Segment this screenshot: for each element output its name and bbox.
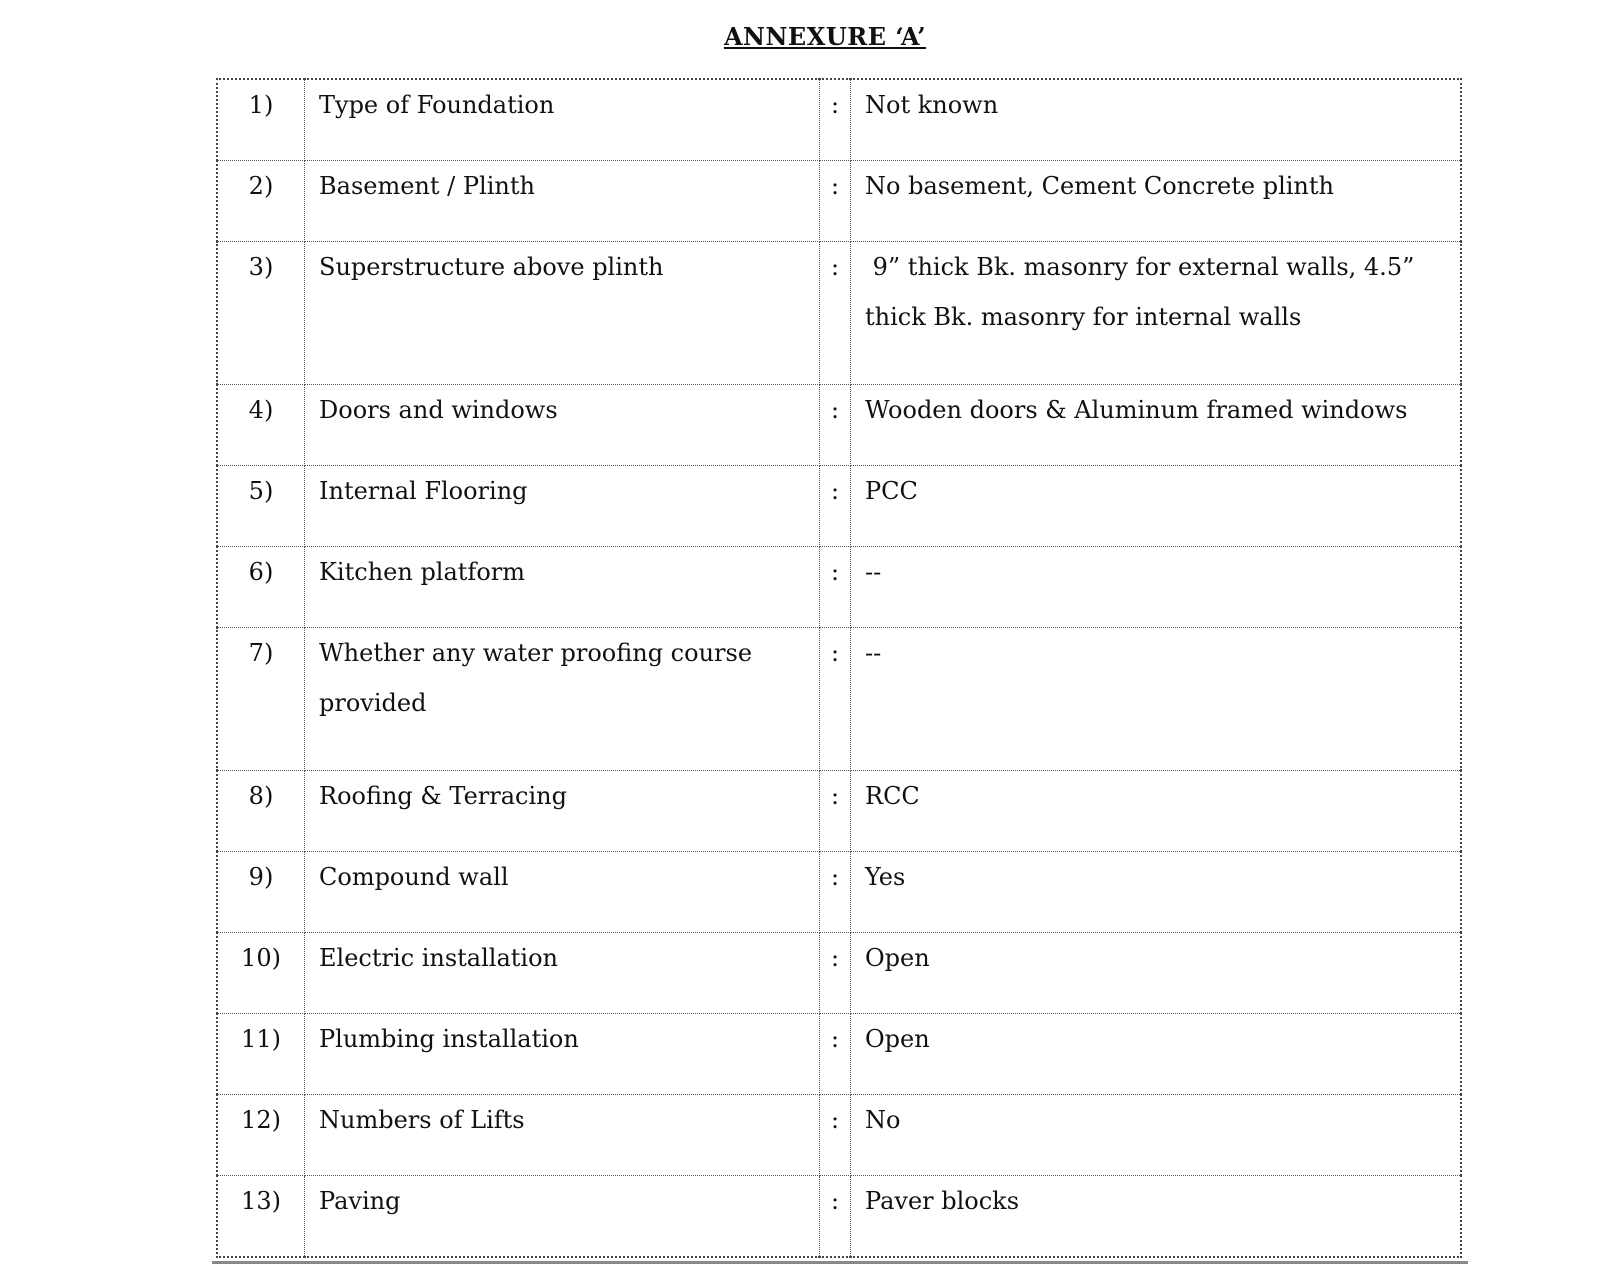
- row-number: 10): [217, 933, 305, 1014]
- row-label: Basement / Plinth: [305, 161, 820, 242]
- row-value: Open: [851, 933, 1462, 1014]
- page-bottom-divider: [212, 1261, 1468, 1264]
- row-value: Not known: [851, 79, 1462, 161]
- row-number: 7): [217, 628, 305, 771]
- row-number: 12): [217, 1095, 305, 1176]
- table-row: [217, 1176, 1461, 1258]
- row-colon: :: [820, 1176, 851, 1258]
- row-label: Doors and windows: [305, 385, 820, 466]
- table-row: [217, 1014, 1461, 1095]
- row-label: Roofing & Terracing: [305, 771, 820, 852]
- table-row: [217, 79, 1461, 161]
- row-value: No basement, Cement Concrete plinth: [851, 161, 1462, 242]
- annexure-title: ANNEXURE ‘A’: [723, 22, 927, 51]
- row-number: 6): [217, 547, 305, 628]
- row-value: Yes: [851, 852, 1462, 933]
- row-number: 13): [217, 1176, 305, 1258]
- table-row: [217, 547, 1461, 628]
- table-row: [217, 466, 1461, 547]
- row-label: Kitchen platform: [305, 547, 820, 628]
- row-value: No: [851, 1095, 1462, 1176]
- row-value: Wooden doors & Aluminum framed windows: [851, 385, 1462, 466]
- row-colon: :: [820, 161, 851, 242]
- row-colon: :: [820, 466, 851, 547]
- row-colon: :: [820, 79, 851, 161]
- row-label: Electric installation: [305, 933, 820, 1014]
- row-value: Open: [851, 1014, 1462, 1095]
- row-colon: :: [820, 628, 851, 771]
- row-colon: :: [820, 852, 851, 933]
- row-colon: :: [820, 933, 851, 1014]
- row-colon: :: [820, 385, 851, 466]
- row-label: Plumbing installation: [305, 1014, 820, 1095]
- row-label: Numbers of Lifts: [305, 1095, 820, 1176]
- row-number: 5): [217, 466, 305, 547]
- row-colon: :: [820, 547, 851, 628]
- row-number: 4): [217, 385, 305, 466]
- row-colon: :: [820, 1014, 851, 1095]
- row-number: 8): [217, 771, 305, 852]
- table-row: [217, 628, 1461, 771]
- row-label: Type of Foundation: [305, 79, 820, 161]
- table-row: [217, 771, 1461, 852]
- row-number: 9): [217, 852, 305, 933]
- annexure-table-body: [217, 79, 1461, 1257]
- row-number: 1): [217, 79, 305, 161]
- row-value: --: [851, 628, 1462, 771]
- row-label: Whether any water proofing course provided: [305, 628, 820, 771]
- table-row: [217, 242, 1461, 385]
- row-label: Compound wall: [305, 852, 820, 933]
- row-label: Internal Flooring: [305, 466, 820, 547]
- row-colon: :: [820, 242, 851, 385]
- table-row: [217, 385, 1461, 466]
- annexure-table: [216, 78, 1462, 1258]
- row-label: Paving: [305, 1176, 820, 1258]
- row-value: PCC: [851, 466, 1462, 547]
- row-colon: :: [820, 771, 851, 852]
- row-colon: :: [820, 1095, 851, 1176]
- table-row: [217, 852, 1461, 933]
- row-value: --: [851, 547, 1462, 628]
- table-row: [217, 161, 1461, 242]
- row-label: Superstructure above plinth: [305, 242, 820, 385]
- row-number: 3): [217, 242, 305, 385]
- row-value: RCC: [851, 771, 1462, 852]
- row-value: Paver blocks: [851, 1176, 1462, 1258]
- table-row: [217, 1095, 1461, 1176]
- row-value: 9” thick Bk. masonry for external walls, 4.5” thick Bk. masonry for internal walls: [851, 242, 1462, 385]
- row-number: 2): [217, 161, 305, 242]
- row-number: 11): [217, 1014, 305, 1095]
- table-row: [217, 933, 1461, 1014]
